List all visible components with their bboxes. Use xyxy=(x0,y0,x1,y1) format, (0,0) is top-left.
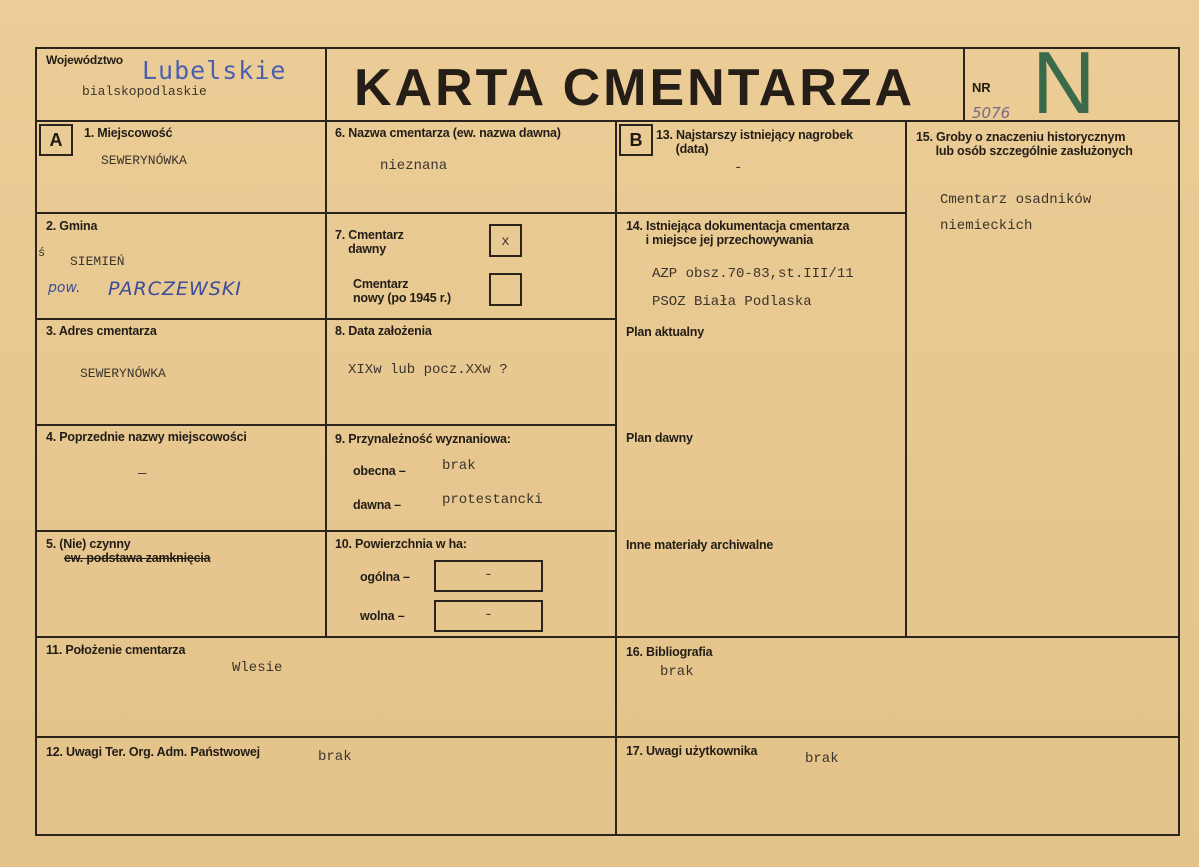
field-14-label xyxy=(626,219,849,247)
nr-handwritten: 5076 xyxy=(972,104,1011,122)
field-13-label xyxy=(656,128,853,156)
field-4-label: 4. Poprzednie nazwy miejscowości xyxy=(46,430,247,444)
field-3-value: SEWERYNÓWKA xyxy=(80,366,166,381)
field-16-label: 16. Bibliografia xyxy=(626,645,713,659)
field-10-label: 10. Powierzchnia w ha: xyxy=(335,537,467,551)
other-materials-label: Inne materiały archiwalne xyxy=(626,538,774,552)
field-15-value-line2: niemieckich xyxy=(940,218,1033,234)
section-b-marker: B xyxy=(619,124,653,156)
row-line-4 xyxy=(35,530,617,532)
field-16-value: brak xyxy=(660,664,694,680)
col-divider-b xyxy=(615,120,617,836)
frame-left xyxy=(35,47,37,836)
field-5-sublabel: ew. podstawa zamknięcia xyxy=(64,551,211,565)
field-4-value: — xyxy=(138,466,147,482)
field-12-value: brak xyxy=(318,749,352,765)
plan-former-label: Plan dawny xyxy=(626,431,693,445)
field-17-value: brak xyxy=(805,751,839,767)
field-9-label: 9. Przynależność wyznaniowa: xyxy=(335,432,511,446)
field-1-value: SEWERYNÓWKA xyxy=(101,153,187,168)
frame-right xyxy=(1178,47,1180,836)
row-line-5 xyxy=(35,636,1180,638)
field-2-hand-value: PARCZEWSKI xyxy=(108,278,242,300)
field-3-label: 3. Adres cmentarza xyxy=(46,324,157,338)
field-13-label-text: 13. Najstarszy istniejący nagrobek (data) xyxy=(656,128,853,156)
area-free-field[interactable]: - xyxy=(434,600,543,632)
field-14-label-text: 14. Istniejąca dokumentacja cmentarza i miejsce jej przechowywania xyxy=(626,219,850,247)
voivodeship-typed: bialskopodlaskie xyxy=(82,84,207,99)
col-divider-c xyxy=(905,120,907,638)
header-divider-2 xyxy=(963,47,965,122)
field-6-value: nieznana xyxy=(380,158,448,174)
cemetery-new-checkbox[interactable] xyxy=(489,273,522,306)
field-6-label: 6. Nazwa cmentarza (ew. nazwa dawna) xyxy=(335,126,561,140)
section-a-marker: A xyxy=(39,124,73,156)
col-divider-a xyxy=(325,120,327,638)
frame-top xyxy=(35,47,1180,49)
field-9-former-label: dawna – xyxy=(353,498,401,512)
field-2-label: 2. Gmina xyxy=(46,219,98,233)
field-9-current-value: brak xyxy=(442,458,476,474)
field-7-old-label xyxy=(335,228,404,256)
field-11-label: 11. Położenie cmentarza xyxy=(46,643,186,657)
card-title: KARTA CMENTARZA xyxy=(354,59,916,117)
row-line-1 xyxy=(35,212,617,214)
field-7-new-label xyxy=(353,277,451,305)
field-11-value: Wlesie xyxy=(232,660,283,676)
field-10-free-label: wolna – xyxy=(360,609,405,623)
nr-letter: N xyxy=(1032,33,1096,132)
row-line-3 xyxy=(35,424,617,426)
field-5-label: 5. (Nie) czynny xyxy=(46,537,131,551)
field-2-value: SIEMIEŃ xyxy=(70,254,125,269)
field-15-value-line1: Cmentarz osadników xyxy=(940,192,1092,208)
field-7-new-label-text: Cmentarz nowy (po 1945 r.) xyxy=(353,277,452,305)
cemetery-old-checkbox[interactable]: x xyxy=(489,224,522,257)
field-12-label: 12. Uwagi Ter. Org. Adm. Państwowej xyxy=(46,745,260,759)
field-7-old-label-text: 7. Cmentarz dawny xyxy=(335,228,404,256)
field-14-value-line1: AZP obsz.70-83,st.III/11 xyxy=(652,266,854,282)
field-8-value: XIXw lub pocz.XXw ? xyxy=(348,362,508,378)
field-15-label xyxy=(916,130,1133,158)
row-line-2 xyxy=(35,318,617,320)
row-line-b1 xyxy=(615,212,907,214)
row-line-6 xyxy=(35,736,1180,738)
field-10-total-label: ogólna – xyxy=(360,570,410,584)
field-2-hand-prefix: pow. xyxy=(48,280,81,296)
voivodeship-label: Województwo xyxy=(46,53,123,67)
field-9-current-label: obecna – xyxy=(353,464,406,478)
field-15-label-text: 15. Groby o znaczeniu historycznym lub osób szczególnie zasłużonych xyxy=(916,130,1133,158)
voivodeship-stamp: Lubelskie xyxy=(142,56,287,85)
frame-bottom xyxy=(35,834,1180,836)
field-9-former-value: protestancki xyxy=(442,492,543,508)
field-2-marker: ś xyxy=(38,246,46,260)
field-1-label: 1. Miejscowość xyxy=(84,126,173,140)
field-13-value: - xyxy=(734,160,743,176)
plan-current-label: Plan aktualny xyxy=(626,325,704,339)
header-divider-1 xyxy=(325,47,327,122)
field-14-value-line2: PSOZ Biała Podlaska xyxy=(652,294,812,310)
area-total-field[interactable]: - xyxy=(434,560,543,592)
nr-label: NR xyxy=(972,80,991,95)
field-8-label: 8. Data założenia xyxy=(335,324,432,338)
field-17-label: 17. Uwagi użytkownika xyxy=(626,744,758,758)
